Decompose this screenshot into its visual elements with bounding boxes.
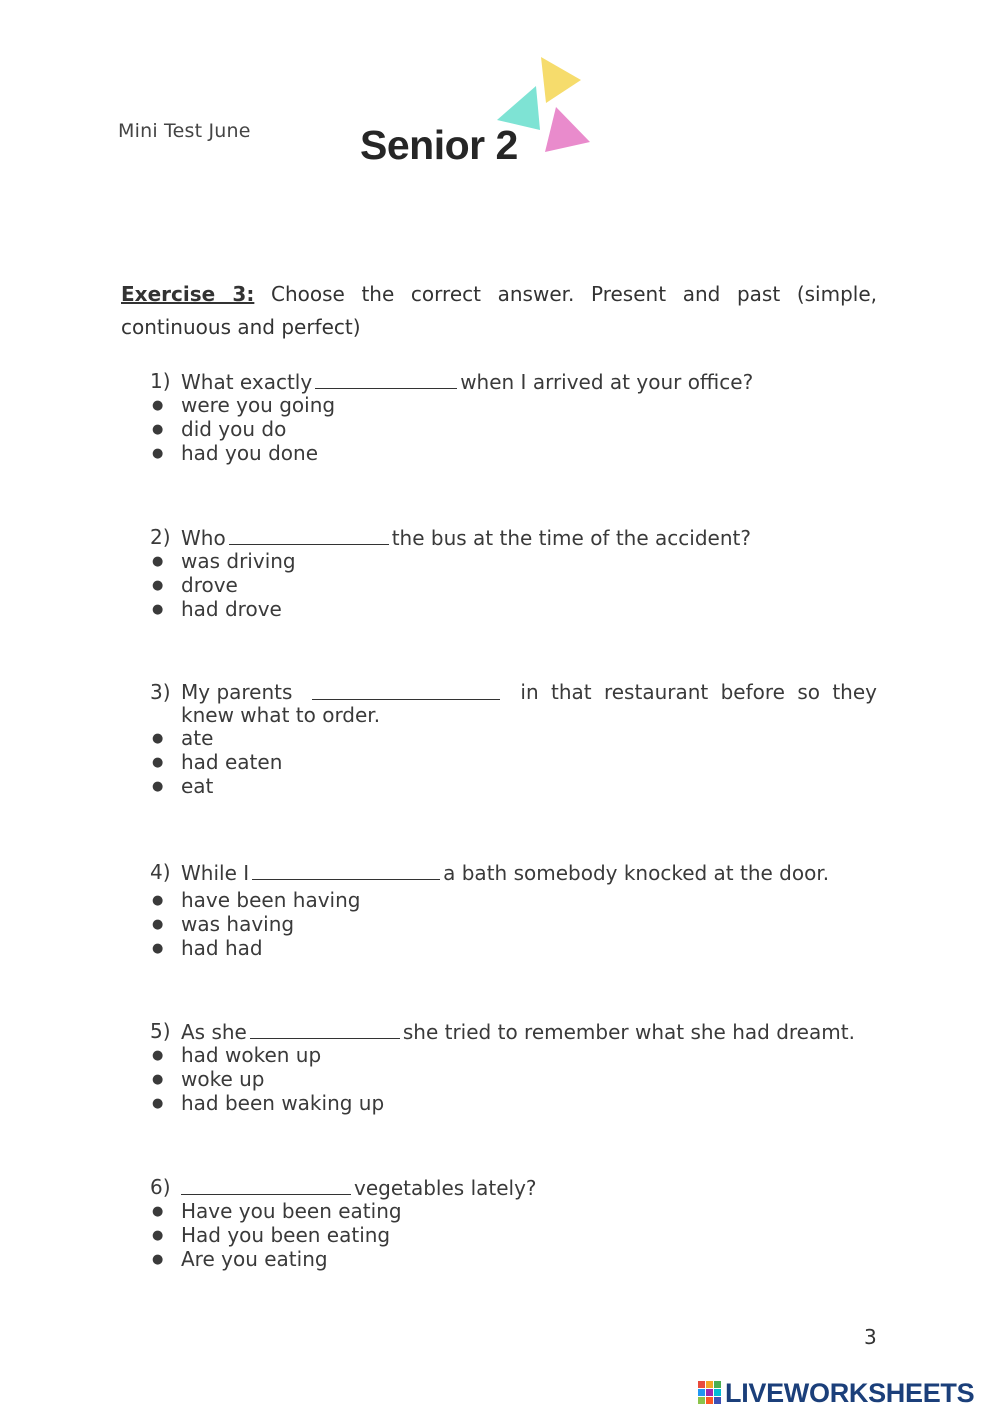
question-text bbox=[150, 1176, 877, 1200]
bullet-icon: ● bbox=[152, 1048, 164, 1063]
question-4 bbox=[150, 861, 877, 960]
question-1 bbox=[150, 370, 877, 465]
option-text: had been waking up bbox=[181, 1090, 385, 1115]
option-text: was driving bbox=[181, 549, 296, 573]
option[interactable] bbox=[150, 550, 877, 574]
question-number: 4) bbox=[150, 860, 171, 884]
option-text: ate bbox=[181, 726, 214, 750]
answer-blank[interactable] bbox=[181, 1176, 351, 1195]
question-number: 2) bbox=[150, 525, 171, 549]
option-text: Had you been eating bbox=[181, 1222, 391, 1247]
question-after: she tried to remember what she had dreamt. bbox=[402, 1020, 855, 1044]
question-number: 5) bbox=[150, 1019, 171, 1043]
bullet-icon: ● bbox=[152, 778, 164, 794]
option[interactable] bbox=[150, 1224, 877, 1248]
question-text bbox=[150, 681, 877, 704]
question-after: vegetables lately? bbox=[354, 1176, 537, 1200]
option[interactable] bbox=[150, 1092, 877, 1116]
option[interactable] bbox=[150, 775, 877, 799]
question-after: the bus at the time of the accident? bbox=[391, 526, 751, 550]
question-before: My parents bbox=[181, 680, 293, 704]
question-text bbox=[150, 370, 877, 394]
option-text: was having bbox=[181, 911, 295, 936]
question-before: What exactly bbox=[181, 370, 313, 394]
logo-text: Senior 2 bbox=[360, 122, 518, 168]
option[interactable] bbox=[150, 1248, 877, 1272]
bullet-icon: ● bbox=[152, 1095, 164, 1111]
page-number: 3 bbox=[864, 1325, 877, 1349]
bullet-icon: ● bbox=[152, 398, 164, 413]
option[interactable] bbox=[150, 1068, 877, 1092]
bullet-icon: ● bbox=[152, 940, 164, 956]
option-text: woke up bbox=[181, 1066, 265, 1091]
option-text: were you going bbox=[181, 393, 336, 417]
question-text bbox=[150, 1020, 877, 1044]
option-text: had eaten bbox=[181, 749, 283, 774]
option[interactable] bbox=[150, 574, 877, 598]
question-before: Who bbox=[181, 526, 226, 550]
option-text: did you do bbox=[181, 416, 287, 441]
bullet-icon: ● bbox=[152, 916, 164, 932]
bullet-icon: ● bbox=[152, 421, 164, 437]
option[interactable] bbox=[150, 1044, 877, 1068]
option[interactable] bbox=[150, 442, 877, 466]
question-6 bbox=[150, 1176, 877, 1271]
bullet-icon: ● bbox=[152, 754, 164, 770]
question-number: 1) bbox=[150, 369, 171, 393]
question-text bbox=[150, 526, 877, 550]
answer-blank[interactable] bbox=[229, 526, 389, 545]
bullet-icon: ● bbox=[152, 893, 164, 908]
question-after: in that restaurant before so they bbox=[520, 680, 877, 704]
question-after: when I arrived at your office? bbox=[460, 370, 754, 394]
question-number: 6) bbox=[150, 1175, 171, 1199]
header-title: Mini Test June bbox=[118, 120, 251, 142]
question-3 bbox=[150, 681, 877, 798]
bullet-icon: ● bbox=[152, 1251, 164, 1267]
brand-text: LIVEWORKSHEETS bbox=[725, 1378, 975, 1408]
question-2 bbox=[150, 526, 877, 621]
option-text: have been having bbox=[181, 888, 361, 912]
option[interactable] bbox=[150, 913, 877, 937]
option-text: had drove bbox=[181, 596, 282, 621]
bullet-icon: ● bbox=[152, 1227, 164, 1243]
option-text: drove bbox=[181, 572, 238, 597]
option-text: had had bbox=[181, 935, 263, 960]
question-continuation: knew what to order. bbox=[181, 703, 381, 727]
question-before: As she bbox=[181, 1020, 247, 1044]
option-text: Are you eating bbox=[181, 1246, 328, 1271]
question-before: While I bbox=[181, 861, 250, 885]
option[interactable] bbox=[150, 751, 877, 775]
option[interactable] bbox=[150, 727, 877, 751]
senior-logo bbox=[360, 50, 600, 170]
bullet-icon: ● bbox=[152, 1071, 164, 1087]
answer-blank[interactable] bbox=[312, 681, 500, 700]
liveworksheets-logo-icon bbox=[697, 1380, 723, 1406]
question-after: a bath somebody knocked at the door. bbox=[443, 861, 830, 885]
option[interactable] bbox=[150, 418, 877, 442]
bullet-icon: ● bbox=[152, 577, 164, 593]
instruction bbox=[121, 278, 877, 344]
question-text bbox=[150, 861, 877, 885]
bullet-icon: ● bbox=[152, 554, 164, 569]
answer-blank[interactable] bbox=[250, 1020, 400, 1039]
question-number: 3) bbox=[150, 680, 171, 704]
exercise-title: Exercise 3: bbox=[121, 282, 255, 306]
option[interactable] bbox=[150, 598, 877, 622]
option-text: had you done bbox=[181, 440, 319, 465]
bullet-icon: ● bbox=[152, 445, 164, 461]
bullet-icon: ● bbox=[152, 731, 164, 746]
bullet-icon: ● bbox=[152, 601, 164, 617]
instruction-text: Choose the correct answer. Present and past (simple, continuous and perfect) bbox=[121, 282, 877, 339]
option[interactable] bbox=[150, 1200, 877, 1224]
option-text: eat bbox=[181, 773, 214, 798]
option[interactable] bbox=[150, 889, 877, 913]
answer-blank[interactable] bbox=[315, 370, 457, 389]
bullet-icon: ● bbox=[152, 1204, 164, 1219]
option[interactable] bbox=[150, 937, 877, 961]
answer-blank[interactable] bbox=[252, 861, 440, 880]
option-text: had woken up bbox=[181, 1043, 322, 1067]
question-5 bbox=[150, 1020, 877, 1115]
option-text: Have you been eating bbox=[181, 1199, 402, 1223]
option[interactable] bbox=[150, 394, 877, 418]
